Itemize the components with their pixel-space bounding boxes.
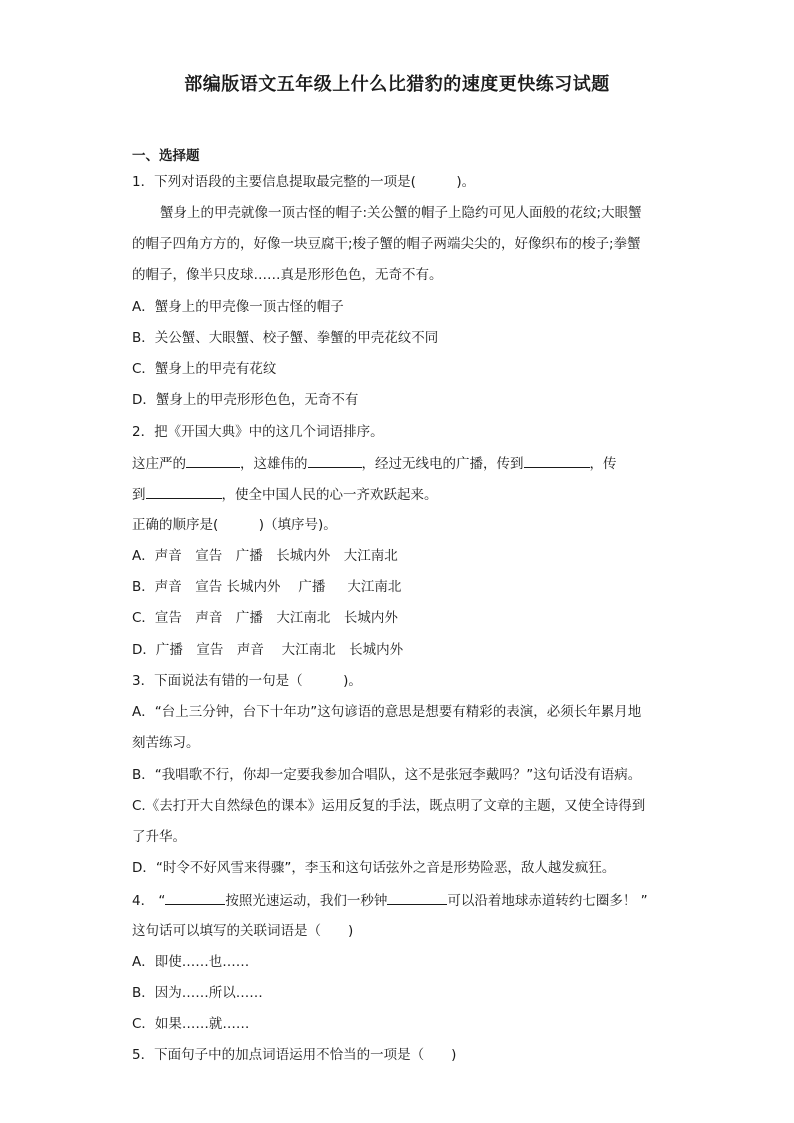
question-1: 1．下列对语段的主要信息提取最完整的一项是( )。 xyxy=(132,174,476,190)
option-c-cont: 了升华。 xyxy=(132,829,186,845)
option-b: B．关公蟹、大眼蟹、校子蟹、拳蟹的甲壳花纹不同 xyxy=(132,330,439,346)
passage-line: 的帽子四角方方的，好像一块豆腐干;梭子蟹的帽子两端尖尖的，好像织布的梭子;拳蟹 xyxy=(132,236,641,252)
section-heading: 一、选择题 xyxy=(132,148,200,164)
answer-prompt: 正确的顺序是( )（填序号)。 xyxy=(132,517,337,533)
option-a: A．“台上三分钟，台下十年功”这句谚语的意思是想要有精彩的表演，必须长年累月地 xyxy=(132,704,642,720)
question-2: 2．把《开国大典》中的这几个词语排序。 xyxy=(132,424,384,440)
option-c: C．如果……就…… xyxy=(132,1016,250,1032)
option-a: A．蟹身上的甲壳像一顶古怪的帽子 xyxy=(132,299,344,315)
option-b: B．因为……所以…… xyxy=(132,985,263,1001)
answer-blank[interactable] xyxy=(186,453,240,468)
answer-blank[interactable] xyxy=(524,453,590,468)
question-4: 4． “ 按照光速运动，我们一秒钟 可以沿着地球赤道转约七圈多！ ” xyxy=(132,890,648,911)
fill-blank-line: 到 ，使全中国人民的心一齐欢跃起来。 xyxy=(132,484,438,505)
option-c: C．蟹身上的甲壳有花纹 xyxy=(132,361,277,377)
question-3: 3．下面说法有错的一句是（ )。 xyxy=(132,673,362,689)
passage-line: 蟹身上的甲壳就像一顶古怪的帽子:关公蟹的帽子上隐约可见人面般的花纹;大眼蟹 xyxy=(160,205,642,221)
option-a-cont: 刻苦练习。 xyxy=(132,735,200,751)
option-d: D．“时令不好风雪来得骤”，李玉和这句话弦外之音是形势险恶，敌人越发疯狂。 xyxy=(132,860,616,876)
question-4-prompt: 这句话可以填写的关联词语是（ ) xyxy=(132,923,354,939)
option-a: A．即使……也…… xyxy=(132,954,250,970)
answer-blank[interactable] xyxy=(146,484,222,499)
passage-line: 的帽子，像半只皮球……真是形形色色，无奇不有。 xyxy=(132,267,443,283)
option-c: C．宣告 声音 广播 大江南北 长城内外 xyxy=(132,610,398,626)
option-b: B．声音 宣告 长城内外 广播 大江南北 xyxy=(132,579,402,595)
question-5: 5．下面句子中的加点词语运用不恰当的一项是（ ) xyxy=(132,1047,457,1063)
answer-blank[interactable] xyxy=(308,453,362,468)
option-c: C.《去打开大自然绿色的课本》运用反复的手法，既点明了文章的主题，又使全诗得到 xyxy=(132,798,646,814)
page-title: 部编版语文五年级上什么比猎豹的速度更快练习试题 xyxy=(184,74,610,95)
answer-blank[interactable] xyxy=(387,890,447,905)
option-d: D．蟹身上的甲壳形形色色，无奇不有 xyxy=(132,392,359,408)
option-a: A．声音 宣告 广播 长城内外 大江南北 xyxy=(132,548,398,564)
fill-blank-line: 这庄严的 ，这雄伟的 ，经过无线电的广播，传到 ，传 xyxy=(132,453,617,474)
option-b: B．“我唱歌不行，你却一定要我参加合唱队，这不是张冠李戴吗？”这句话没有语病。 xyxy=(132,767,642,783)
answer-blank[interactable] xyxy=(165,890,225,905)
option-d: D．广播 宣告 声音 大江南北 长城内外 xyxy=(132,642,404,658)
